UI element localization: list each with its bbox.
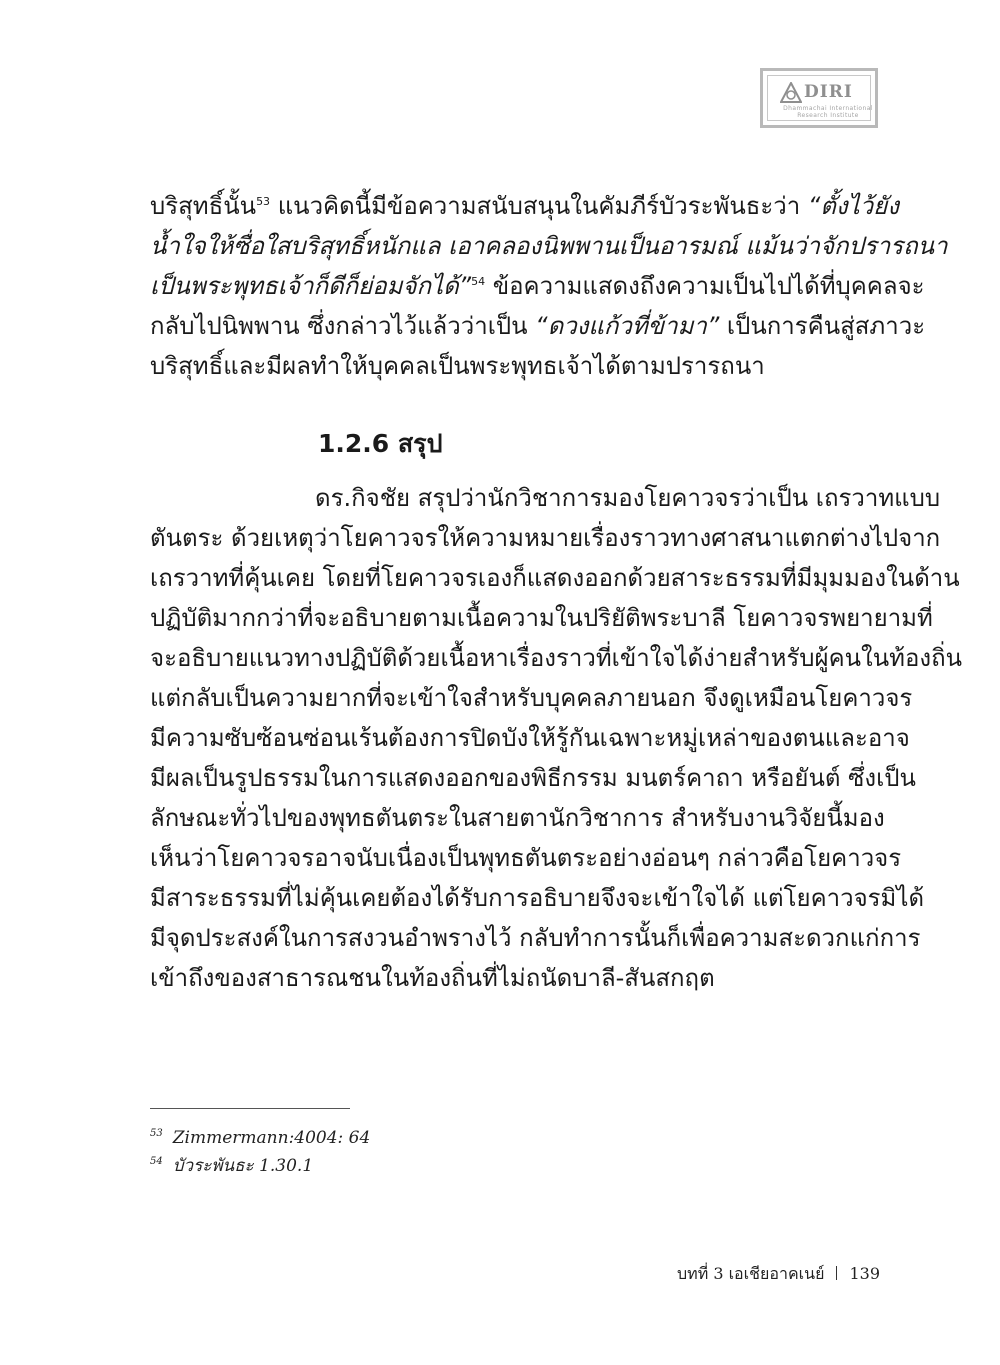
footnote-number: 54: [150, 1156, 163, 1168]
line-text: บริสุทธิ์นั้น: [150, 192, 257, 220]
line-text: เป็นการคืนสู่สภาวะ: [719, 312, 926, 340]
paragraph-line: เถรวาทที่คุ้นเคย โดยที่โยคาวจรเองก็แสดงออกด้วยสาระธรรมที่มีมุมมองในด้าน: [150, 564, 960, 592]
paragraph-line: [150, 346, 880, 386]
footnote-divider: [150, 1108, 350, 1109]
logo-subtitle: Dhammachai International Research Institute: [783, 105, 873, 119]
paragraph-line: ดร.กิจชัย สรุปว่านักวิชาการมองโยคาวจรว่าเป็น เถรวาทแบบ: [315, 484, 941, 512]
quote-text: “ตั้งไว้ยัง: [807, 192, 899, 220]
footnote: [150, 1128, 370, 1148]
paragraph-line: จะอธิบายแนวทางปฏิบัติด้วยเนื้อหาเรื่องราวที่เข้าใจได้ง่ายสำหรับผู้คนในท้องถิ่น: [150, 644, 963, 672]
diri-logo: [760, 68, 878, 128]
line-text: ข้อความแสดงถึงความเป็นไปได้ที่บุคคลจะ: [485, 272, 925, 300]
paragraph-line: ลักษณะทั่วไปของพุทธตันตระในสายตานักวิชาการ สำหรับงานวิจัยนี้มอง: [150, 804, 885, 832]
paragraph-line: ตันตระ ด้วยเหตุว่าโยคาวจรให้ความหมายเรื่องราวทางศาสนาแตกต่างไปจาก: [150, 524, 941, 552]
footnote-number: 53: [150, 1128, 163, 1140]
dhammachai-emblem-icon: [780, 82, 802, 104]
body-paragraph: [150, 478, 963, 998]
quote-text: น้ำใจให้ซื่อใสบริสุทธิ์หนักแล เอาคลองนิพพานเป็นอารมณ์ แม้นว่าจักปรารถนา: [150, 232, 948, 260]
page-footer: [677, 1262, 880, 1287]
paragraph-line: [150, 186, 899, 226]
footnote-ref-53: 53: [256, 195, 271, 208]
footnote-text: Zimmermann:4004: 64: [172, 1128, 371, 1148]
line-text: กลับไปนิพพาน ซึ่งกล่าวไว้แล้วว่าเป็น: [150, 312, 536, 340]
top-paragraph: [150, 186, 948, 386]
footnote-ref-54: 54: [471, 275, 486, 288]
paragraph-line: [150, 306, 926, 346]
paragraph-line: [150, 266, 925, 306]
chapter-title: บทที่ 3 เอเชียอาคเนย์: [676, 1264, 825, 1283]
paragraph-line: มีสาระธรรมที่ไม่คุ้นเคยต้องได้รับการอธิบายจึงจะเข้าใจได้ แต่โยคาวจรมิได้: [150, 884, 925, 912]
paragraph-line: เข้าถึงของสาธารณชนในท้องถิ่นที่ไม่ถนัดบาลี-สันสกฤต: [150, 964, 715, 992]
footnote: [150, 1152, 313, 1179]
paragraph-line: มีผลเป็นรูปธรรมในการแสดงออกของพิธีกรรม มนตร์คาถา หรือยันต์ ซึ่งเป็น: [150, 764, 916, 792]
page-number: 139: [849, 1264, 880, 1283]
footnote-text: บัวระพันธะ 1.30.1: [172, 1156, 314, 1176]
footer-separator: [836, 1266, 837, 1280]
paragraph-line: เห็นว่าโยคาวจรอาจนับเนื่องเป็นพุทธตันตระอย่างอ่อนๆ กล่าวคือโยคาวจร: [150, 844, 902, 872]
section-heading: 1.2.6 สรุป: [318, 429, 443, 458]
line-text: บริสุทธิ์และมีผลทำให้บุคคลเป็นพระพุทธเจ้าได้ตามปรารถนา: [150, 352, 765, 380]
paragraph-line: ปฏิบัติมากกว่าที่จะอธิบายตามเนื้อความในปริยัติพระบาลี โยคาวจรพยายามที่: [150, 604, 933, 632]
paragraph-line: แต่กลับเป็นความยากที่จะเข้าใจสำหรับบุคคลภายนอก จึงดูเหมือนโยคาวจร: [150, 684, 913, 712]
paragraph-line: [150, 226, 948, 266]
paragraph-line: มีจุดประสงค์ในการสงวนอำพรางไว้ กลับทำการนั้นก็เพื่อความสะดวกแก่การ: [150, 924, 921, 952]
quote-text: เป็นพระพุทธเจ้าก็ดีก็ย่อมจักได้”: [150, 272, 472, 300]
quote-text: “ดวงแก้วที่ข้ามา”: [535, 312, 720, 340]
line-text: แนวคิดนี้มีข้อความสนับสนุนในคัมภีร์บัวระพันธะว่า: [270, 192, 808, 220]
logo-frame: [767, 75, 871, 121]
paragraph-line: มีความซับซ้อนซ่อนเร้นต้องการปิดบังให้รู้กันเฉพาะหมู่เหล่าของตนและอาจ: [150, 724, 910, 752]
logo-name: DIRI: [804, 82, 853, 102]
